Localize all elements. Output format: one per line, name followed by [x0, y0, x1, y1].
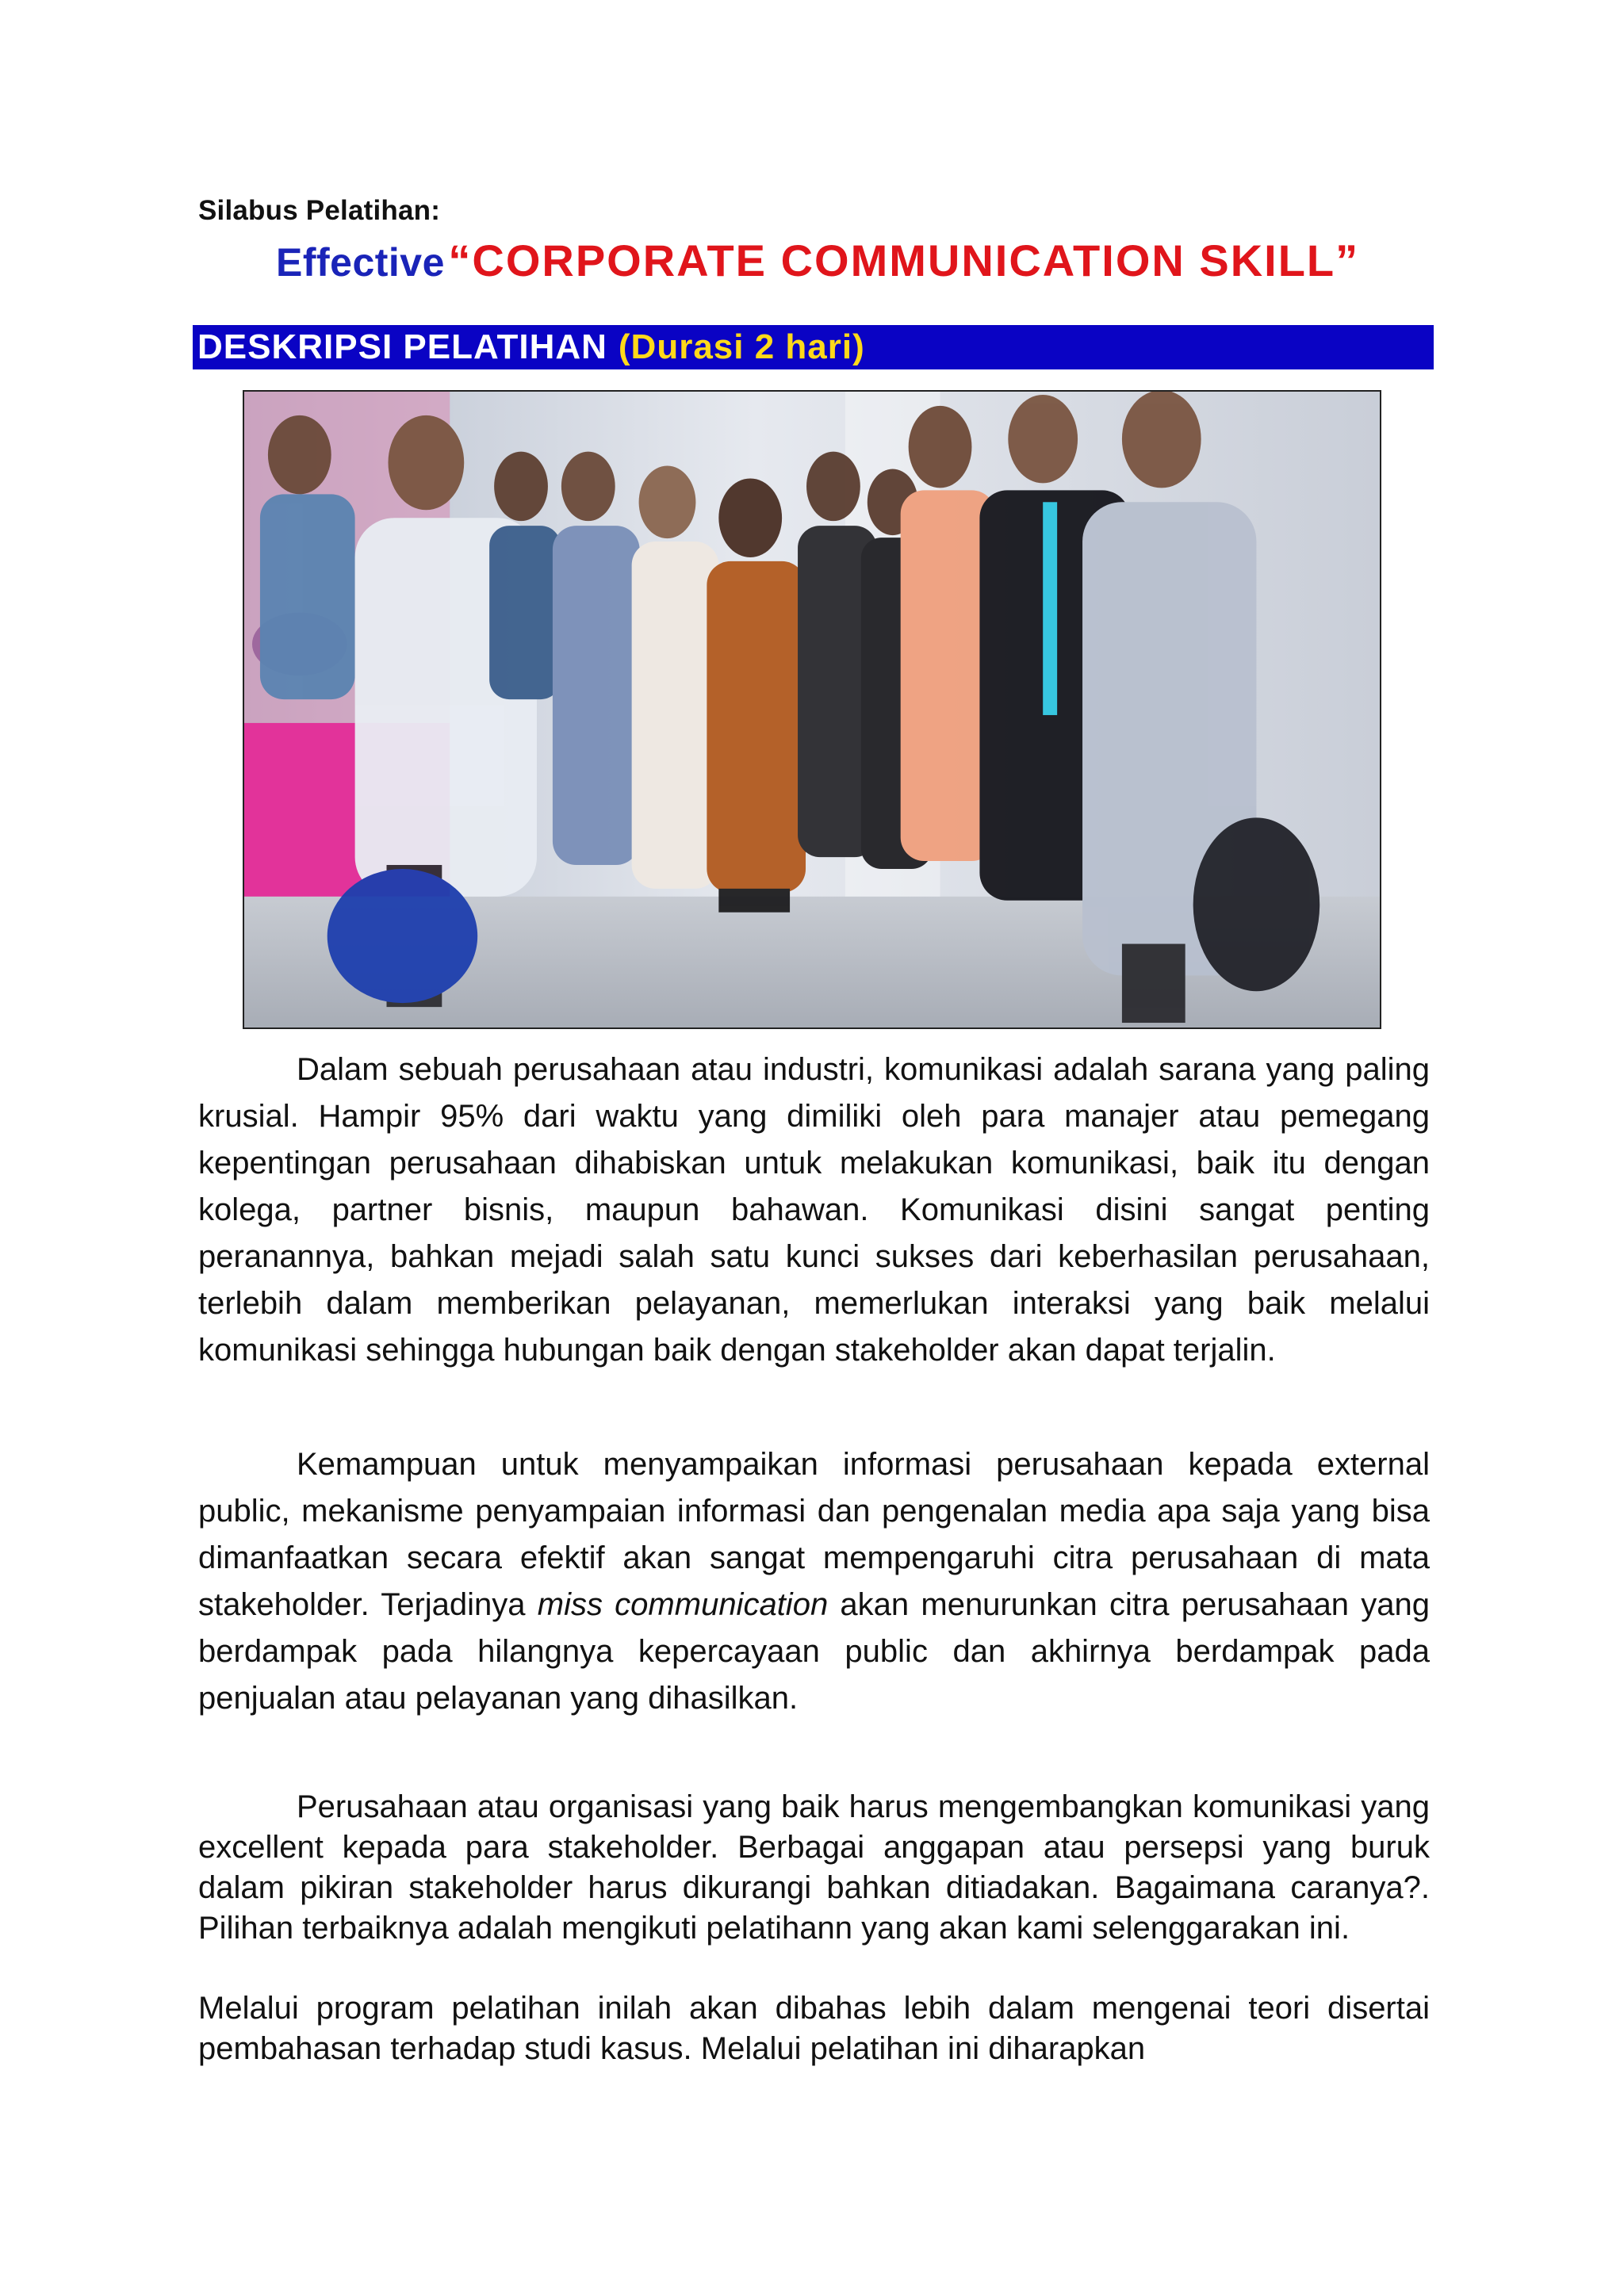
paragraph-2-text-start: Kemampuan untuk menyampaikan informasi perusahaan kepada external public, mekanisme penyampaian informasi dan pengenalan media apa saja yang bisa dimanfaatkan secara efektif akan sangat mempengaruhi citra perusahaan di mata stakeholder. Terjadinya	[198, 1447, 1430, 1622]
body-paragraph-3: Perusahaan atau organisasi yang baik harus mengembangkan komunikasi yang excellent kepada para stakeholder. Berbagai anggapan atau persepsi yang buruk dalam pikiran stakeholder harus dikurangi bahkan ditiadakan. Bagaimana caranya?. Pilihan terbaiknya adalah mengikuti pelatihann yang akan kami selenggarakan ini.	[198, 1789, 1430, 1946]
body-paragraph-2	[198, 1441, 1430, 1722]
body-paragraph-4: Melalui program pelatihan inilah akan dibahas lebih dalam mengenai teori disertai pembahasan terhadap studi kasus. Melalui pelatihan ini diharapkan	[198, 1991, 1430, 2066]
group-photo	[243, 390, 1381, 1029]
syllabus-kicker: Silabus Pelatihan:	[198, 195, 441, 226]
paragraph-2-italic-term: miss communication	[537, 1587, 829, 1622]
title-main: “CORPORATE COMMUNICATION SKILL”	[448, 235, 1360, 285]
title-prefix: Effective	[276, 240, 445, 285]
group-photo-illustration	[244, 392, 1380, 1027]
section-banner	[193, 325, 1434, 369]
document-title	[276, 233, 1442, 300]
section-duration: (Durasi 2 hari)	[618, 327, 865, 366]
paragraph-2-text-end: akan menurunkan citra perusahaan yang berdampak pada hilangnya kepercayaan public dan akhirnya berdampak pada penjualan atau pelayanan yang dihasilkan.	[198, 1587, 1430, 1716]
body-paragraph-1: Dalam sebuah perusahaan atau industri, komunikasi adalah sarana yang paling krusial. Hampir 95% dari waktu yang dimiliki oleh para manajer atau pemegang kepentingan perusahaan dihabiskan untuk melakukan komunikasi, baik itu dengan kolega, partner bisnis, maupun bahawan. Komunikasi disini sangat penting peranannya, bahkan mejadi salah satu kunci sukses dari keberhasilan perusahaan, terlebih dalam memberikan pelayanan, memerlukan interaksi yang baik melalui komunikasi sehingga hubungan baik dengan stakeholder akan dapat terjalin.	[198, 1052, 1430, 1368]
section-title: DESKRIPSI PELATIHAN	[197, 327, 607, 366]
